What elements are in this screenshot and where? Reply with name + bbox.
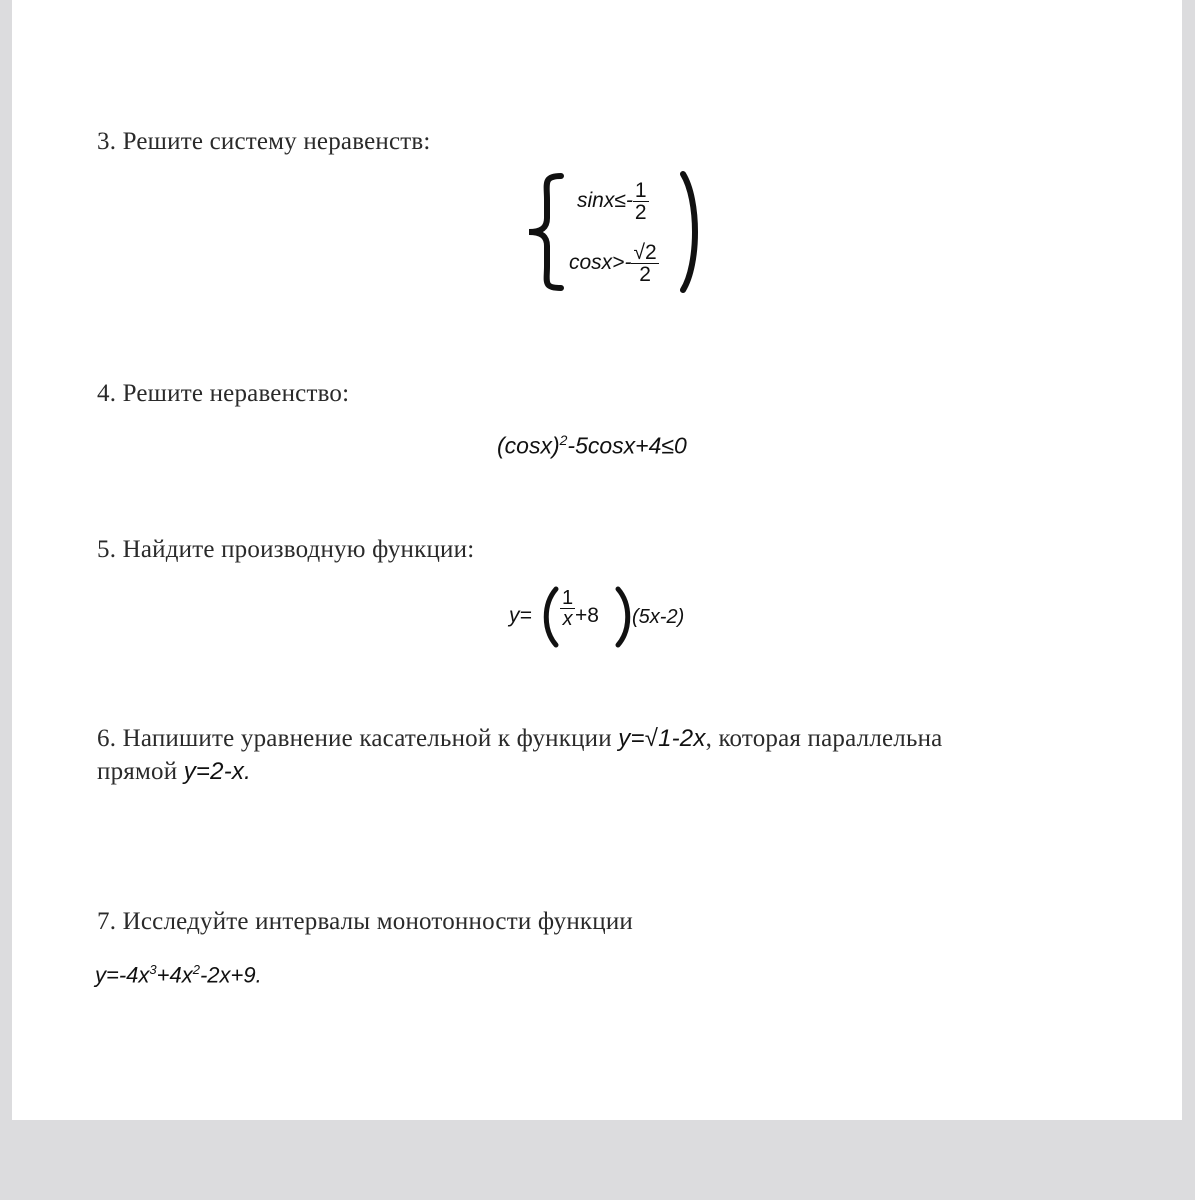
- fraction-1-2: $\frac{1}{2}$: [634, 179, 647, 224]
- line1-lhs: sinx≤-: [577, 189, 633, 213]
- task-7-heading: 7. Исследуйте интервалы монотонности функции: [97, 908, 633, 935]
- task-3-heading: 3. Решите систему неравенств:: [97, 128, 431, 155]
- fraction-sqrt2-2: $\frac{√2}{2}$: [633, 241, 657, 286]
- task-4-formula: $(\cos x)^2-5\cos x+4\le 0$: [497, 432, 687, 459]
- right-paren: [675, 170, 705, 295]
- line2-lhs: cosx>-: [569, 251, 632, 275]
- left-brace: [517, 170, 567, 295]
- task-6-line-equation: y=2-x.: [183, 758, 251, 785]
- task-5-heading: 5. Найдите производную функции:: [97, 536, 475, 563]
- task-6-line-1: 6. Напишите уравнение касательной к функции y=√1-2x, которая параллельна: [97, 725, 943, 752]
- task-3-system: [517, 170, 707, 295]
- left-paren-large: [541, 586, 561, 648]
- plus-eight: +8: [575, 604, 599, 627]
- right-paren-large: [613, 586, 633, 648]
- task-7-formula: $y=-4x^3+4x^2-2x+9$.: [95, 962, 262, 988]
- task-6-line-2: прямой y=2-x.: [97, 758, 251, 785]
- task-5-formula: [509, 582, 709, 652]
- clipped-top-marks: [242, 0, 312, 4]
- task-4-heading: 4. Решите неравенство:: [97, 380, 350, 407]
- y-equals: y=: [509, 604, 532, 627]
- task-6-function: y=√1-2x: [618, 725, 706, 752]
- tail-factor: (5x-2): [632, 606, 685, 628]
- fraction-1-x: $\frac{1}{x}$: [562, 587, 574, 630]
- document-page: [12, 0, 1182, 1120]
